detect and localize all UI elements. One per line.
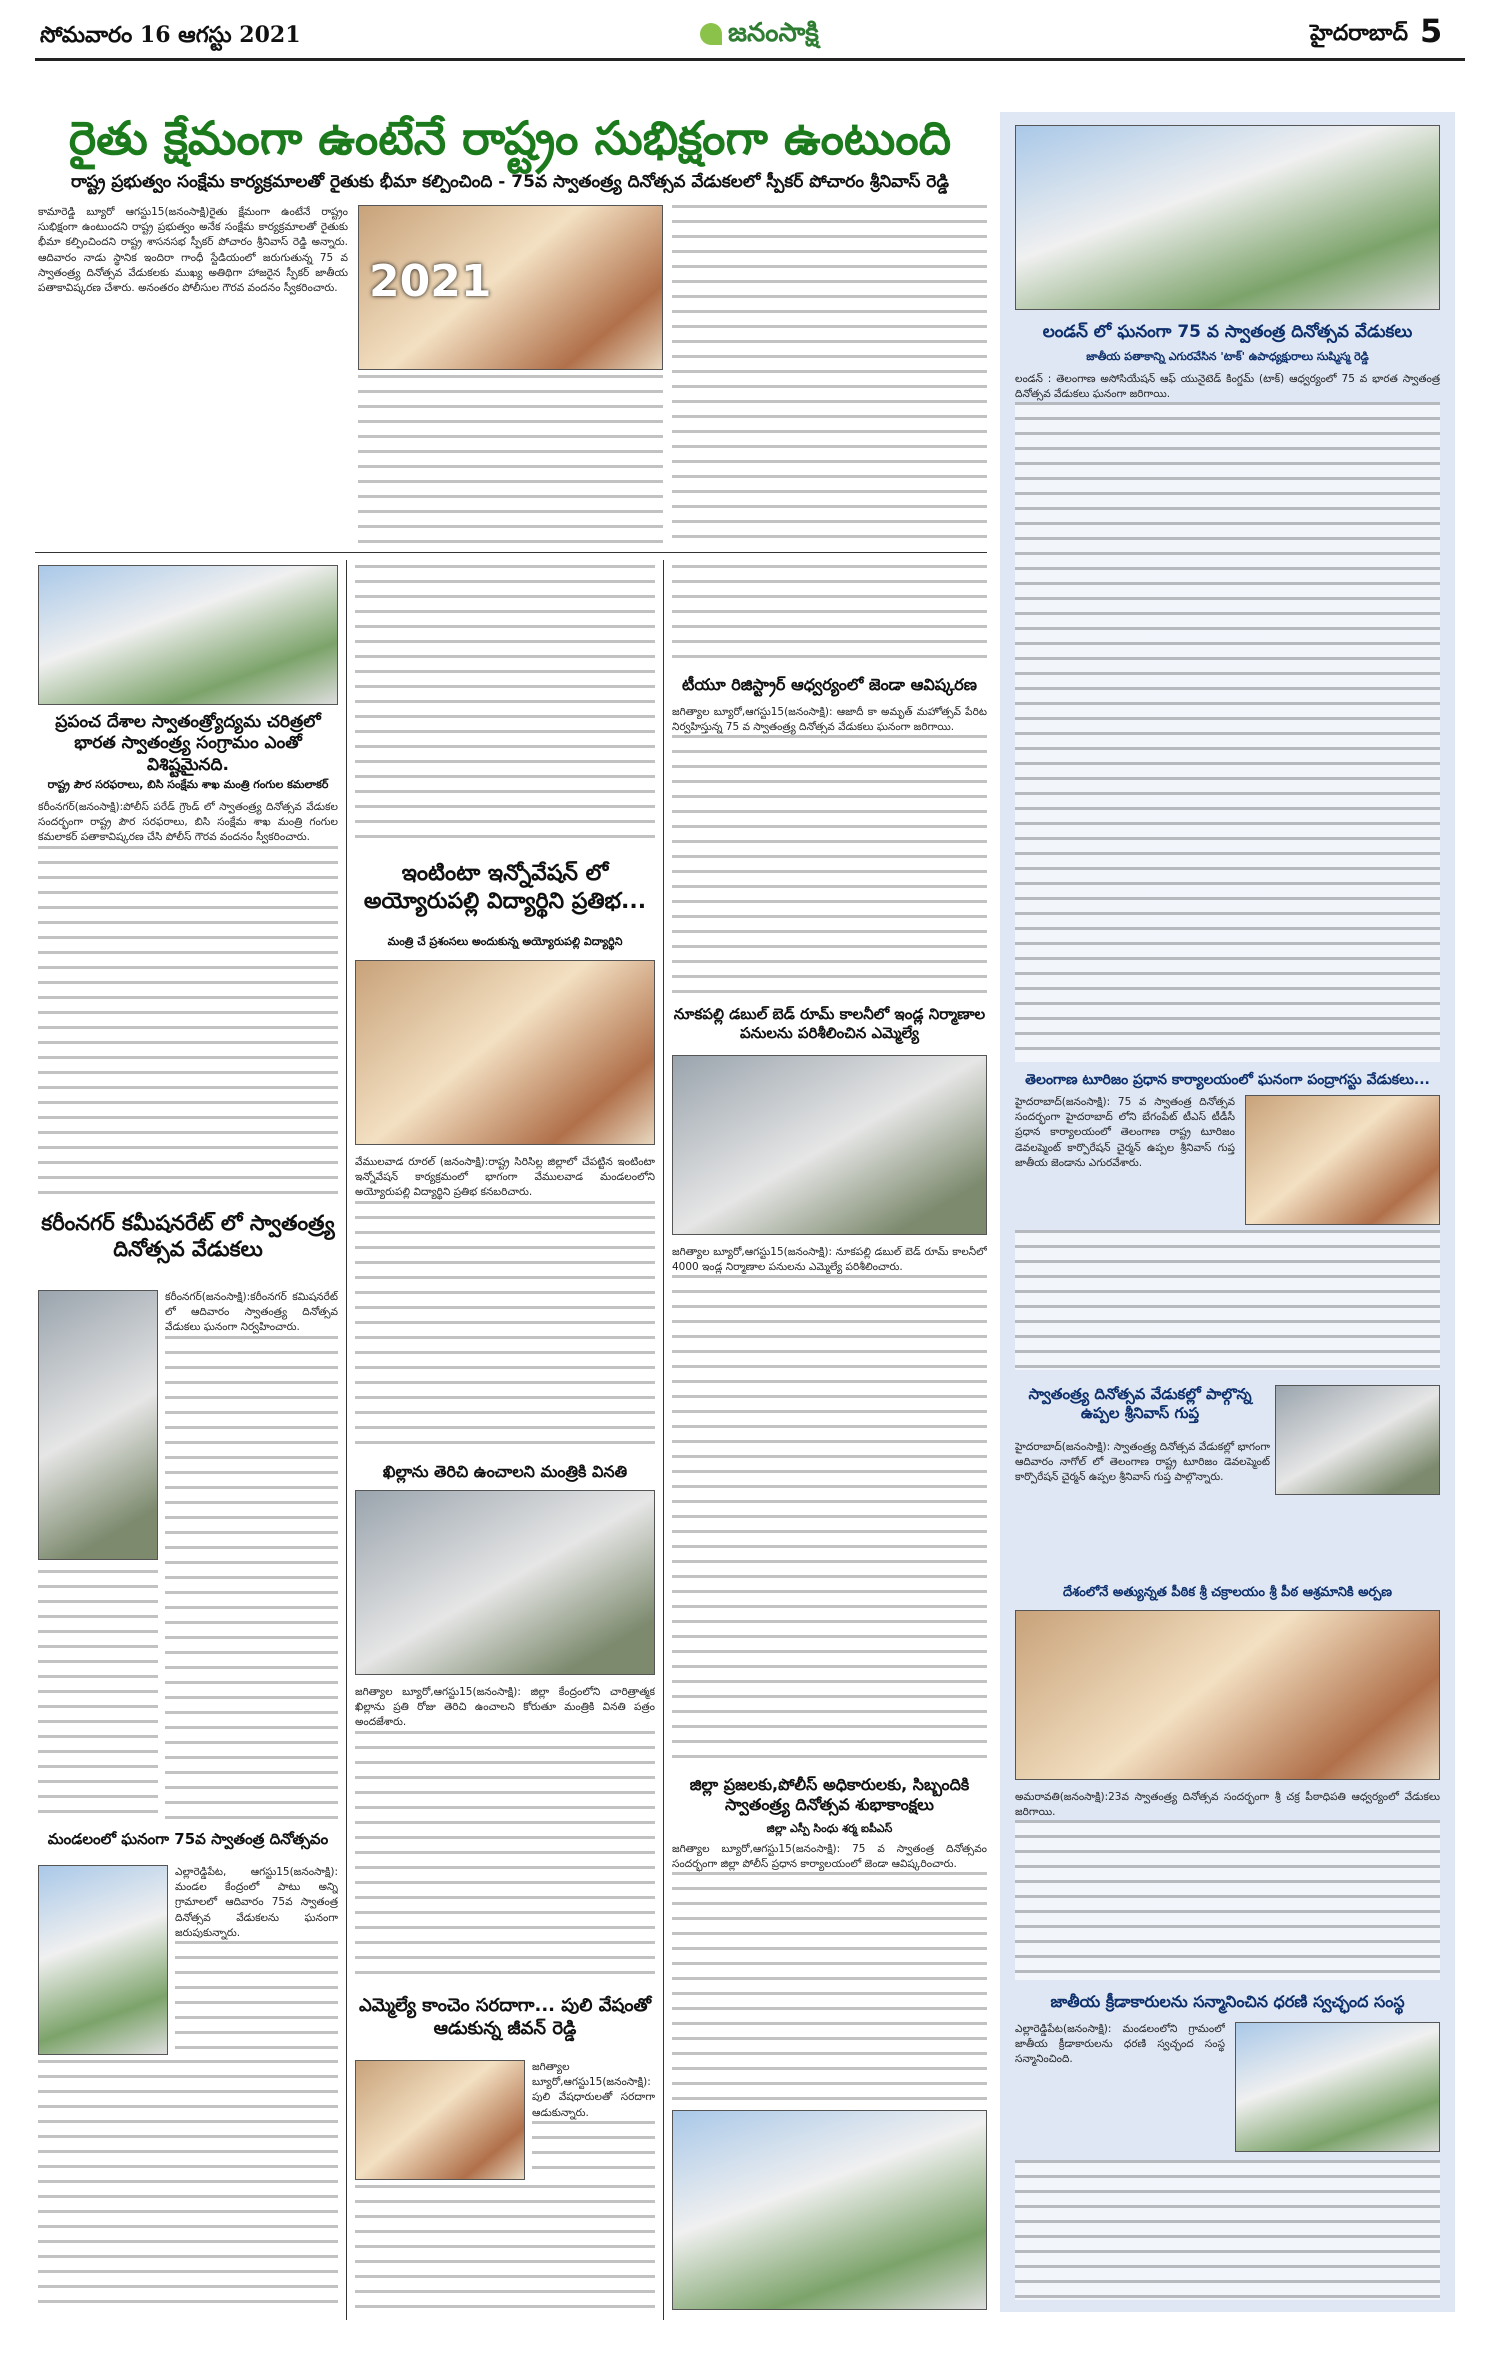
article-5-headline: ఖిల్లాను తెరిచి ఉంచాలని మంత్రికి వినతి (382, 1462, 628, 1481)
article-1-headline: ప్రపంచ దేశాల స్వాతంత్ర్యోద్యమ చరిత్రలో భారత స్వాతంత్ర్య సంగ్రామం ఎంతో విశిష్టమైనది. (55, 712, 321, 775)
article-2-headline: కరీంనగర్ కమీషనరేట్ లో స్వాతంత్ర్య దినోత్సవ వేడుకలు (41, 1211, 335, 1262)
sidebar-article-2-headline: తెలంగాణ టూరిజం ప్రధాన కార్యాలయంలో ఘనంగా పంద్రాగస్టు వేడుకలు... (1025, 1072, 1430, 1088)
article-9-subheadline: జిల్లా ఎస్పీ సింధు శర్మ ఐపీఎస్ (766, 1822, 893, 1835)
sidebar-article-5-body: ఎల్లారెడ్డిపేట(జనంసాక్షి): మండలంలోని గ్రామంలో జాతీయ క్రీడాకారులను ధరణి స్వచ్ఛంద సంస్థ సన్మానించింది. (1015, 2023, 1225, 2066)
article-1-body: కరీంనగర్(జనంసాక్షి):పోలీస్ పరేడ్ గ్రౌండ్ లో స్వాతంత్ర్య దినోత్సవ వేడుకల సందర్భంగా రాష్ట్ర పౌర సరఫరాలు, బిసి సంక్షేమ శాఖ మంత్రి గంగుల కమలాకర్ పతాకావిష్కరణ చేసి పోలీస్ గౌరవ వందనం స్వీకరించారు. (38, 800, 338, 1200)
article-4-subheadline: మంత్రి చే ప్రశంసలు అందుకున్న అయ్యోరుపల్లి విద్యార్థిని (387, 935, 623, 948)
article-1-subheadline: రాష్ట్ర పౌర సరఫరాలు, బిసి సంక్షేమ శాఖ మంత్రి గంగుల కమలాకర్ (47, 778, 329, 791)
article-7-body: జగిత్యాల బ్యూరో,ఆగస్టు15(జనంసాక్షి): ఆజాదీ కా అమృత్ మహోత్సవ్ పేరిట నిర్వహిస్తున్న 75 వ స్వాతంత్ర్య దినోత్సవ వేడుకలు ఘనంగా జరిగాయి. (672, 705, 987, 995)
sidebar-article-1-subheadline: జాతీయ పతాకాన్ని ఎగురవేసిన 'టాక్' ఉపాధ్యక్షురాలు సుష్మిస్మ రెడ్డి (1086, 350, 1369, 363)
article-6-body-cont (355, 2185, 655, 2310)
article-9-body: జగిత్యాల బ్యూరో,ఆగస్టు15(జనంసాక్షి): 75 వ స్వాతంత్ర దినోత్సవం సందర్భంగా జిల్లా పోలీస్ ప్రధాన కార్యాలయంలో జెండా ఆవిష్కరించారు. (672, 1842, 987, 2102)
column-divider (346, 560, 347, 2320)
commissionerate-photo (38, 1290, 158, 1560)
innovation-award-photo (355, 960, 655, 1145)
edition-city: హైదరాబాద్ (1310, 20, 1408, 46)
edition-date: సోమవారం 16 ఆగస్టు 2021 (40, 22, 301, 48)
article-2-body-cont (38, 1570, 158, 1820)
article-4-headline: ఇంటింటా ఇన్నోవేషన్ లో అయ్యోరుపల్లి విద్యార్థిని ప్రతిభ... (363, 861, 647, 914)
article-7-headline: టీయూ రిజిస్ట్రార్ ఆధ్వర్యంలో జెండా ఆవిష్కరణ (682, 675, 977, 694)
article-8-headline: నూకపల్లి డబుల్ బెడ్ రూమ్ కాలనీలో ఇండ్ల నిర్మాణాల పనులను పరిశీలించిన ఎమ్మెల్యే (673, 1005, 986, 1042)
sidebar-article-3-body: హైదరాబాద్(జనంసాక్షి): స్వాతంత్ర్య దినోత్సవ వేడుకల్లో భాగంగా ఆదివారం నాగోల్ లో తెలంగాణ రాష్ట్ర టూరిజం డెవలప్మెంట్ కార్పొరేషన్ చైర్మన్ ఉప్పల శ్రీనివాస్ గుప్త పాల్గొన్నారు. (1015, 1441, 1270, 1484)
sports-felicitation-photo (1235, 2022, 1440, 2152)
sidebar-article-2-body-cont (1015, 1230, 1440, 1370)
double-bedroom-photo (672, 1055, 987, 1235)
sidebar-article-1-body: లండన్ : తెలంగాణ అసోసియేషన్ ఆఫ్ యునైటెడ్ కింగ్డమ్ (టాక్) ఆధ్వర్యంలో 75 వ భారత స్వాతంత్ర దినోత్సవ వేడుకలు ఘనంగా జరిగాయి. (1015, 372, 1440, 1062)
article-3-body-cont (38, 2060, 338, 2310)
main-headline: రైతు క్షేమంగా ఉంటేనే రాష్ట్రం సుభిక్షంగా ఉంటుంది (68, 111, 952, 165)
article-2-body: కరీంనగర్(జనంసాక్షి):కరీంనగర్ కమిషనరేట్ లో ఆదివారం స్వాతంత్ర్య దినోత్సవ వేడుకలు ఘనంగా నిర్వహించారు. (165, 1290, 338, 1820)
sidebar-article-4-body: అమరావతి(జనంసాక్షి):23వ స్వాతంత్ర్య దినోత్సవ సందర్భంగా శ్రీ చక్ర పీఠాధిపతి ఆధ్వర్యంలో వేడుకలు జరిగాయి. (1015, 1790, 1440, 1980)
tourism-office-photo (1245, 1095, 1440, 1225)
sidebar-article-5-headline: జాతీయ క్రీడాకారులను సన్మానించిన ధరణి స్వచ్ఛంద సంస్థ (1050, 1992, 1405, 2011)
column-divider (663, 560, 664, 2320)
main-article-body: కామారెడ్డి బ్యూరో ఆగస్టు15(జనంసాక్షి)రైతు క్షేమంగా ఉంటేనే రాష్ట్రం సుభిక్షంగా ఉంటుందని రాష్ట్ర ప్రభుత్వం అనేక సంక్షేమ కార్యక్రమాలతో రైతుకు భీమా కల్పించిందని రాష్ట్ర శాసనసభ స్పీకర్ పోచారం శ్రీనివాస్ రెడ్డి అన్నారు. ఆదివారం నాడు స్థానిక ఇందిరా గాంధీ స్టేడియంలో జరుగుతున్న 75 వ స్వాతంత్ర్య దినోత్సవ వేడుకలకు ముఖ్య అతిథిగా హాజరైన స్పీకర్ జాతీయ పతాకావిష్కరణ చేశారు. అనంతరం పోలీసుల గౌరవ వందనం స్వీకరించారు. (38, 206, 348, 295)
main-article-continued-2 (672, 205, 987, 545)
uppala-srinivas-photo (1275, 1385, 1440, 1495)
sidebar-article-2-body: హైదరాబాద్(జనంసాక్షి): 75 వ స్వాతంత్ర దినోత్సవ సందర్భంగా హైదరాబాద్ లోని బేగంపేట్ టీఎస్ టీడీసీ ప్రధాన కార్యాలయంలో తెలంగాణ రాష్ట్ర టూరిజం డెవలప్మెంట్ కార్పొరేషన్ చైర్మన్ ఉప్పల శ్రీనివాస్ గుప్త జాతీయ జెండాను ఎగురవేశారు. (1015, 1096, 1235, 1169)
sidebar-article-3-headline: స్వాతంత్ర్య దినోత్సవ వేడుకల్లో పాల్గొన్న ఉప్పల శ్రీనివాస్ గుప్త (1028, 1385, 1252, 1422)
article-5-body: జగిత్యాల బ్యూరో,ఆగస్టు15(జనంసాక్షి): జిల్లా కేంద్రంలోని చారిత్రాత్మక ఖిల్లాను ప్రతి రోజు తెరిచి ఉంచాలని కోరుతూ మంత్రికి వినతి పత్రం అందజేశారు. (355, 1685, 655, 1985)
column-2-body (355, 565, 655, 850)
page-number: 5 (1420, 12, 1443, 50)
newspaper-logo: జనంసాక్షి (700, 18, 819, 54)
article-8-body: జగిత్యాల బ్యూరో,ఆగస్టు15(జనంసాక్షి): నూకపల్లి డబుల్ బెడ్ రూమ్ కాలనీలో 4000 ఇండ్ల నిర్మాణాల పనులను ఎమ్మెల్యే పరిశీలించారు. (672, 1245, 987, 1765)
article-6-body: జగిత్యాల బ్యూరో,ఆగస్టు15(జనంసాక్షి): పులి వేషధారులతో సరదాగా ఆడుకున్నారు. (532, 2060, 655, 2180)
header-divider (35, 58, 1465, 61)
memorandum-photo (355, 1490, 655, 1675)
column-3-body (672, 565, 987, 665)
section-divider (35, 552, 987, 553)
leaf-icon (700, 23, 722, 45)
sidebar-article-1-headline: లండన్ లో ఘనంగా 75 వ స్వాతంత్ర దినోత్సవ వేడుకలు (1042, 322, 1413, 342)
main-subheadline: రాష్ట్ర ప్రభుత్వం సంక్షేమ కార్యక్రమాలతో రైతుకు భీమా కల్పించింది - 75వ స్వాతంత్ర్య దినోత్సవ వేడుకలలో స్పీకర్ పోచారం శ్రీనివాస్ రెడ్డి (71, 172, 949, 192)
ashram-photo (1015, 1610, 1440, 1780)
article-6-headline: ఎమ్మెల్యే కాంచెం సరదాగా... పులి వేషంతో ఆడుకున్న జీవన్ రెడ్డి (358, 1995, 652, 2039)
article-3-headline: మండలంలో ఘనంగా 75వ స్వాతంత్ర దినోత్సవం (47, 1830, 329, 1848)
flag-hoisting-photo (38, 565, 338, 705)
london-celebration-photo (1015, 125, 1440, 310)
police-parade-photo (672, 2110, 987, 2310)
article-9-headline: జిల్లా ప్రజలకు,పోలీస్ అధికారులకు, సిబ్బందికి స్వాతంత్ర్య దినోత్సవ శుభాకాంక్షలు (689, 1775, 970, 1814)
mandal-flag-photo (38, 1865, 168, 2055)
article-3-body: ఎల్లారెడ్డిపేట, ఆగస్టు15(జనంసాక్షి): మండల కేంద్రంలో పాటు అన్ని గ్రామాలలో ఆదివారం 75వ స్వాతంత్ర దినోత్సవ వేడుకలను ఘనంగా జరుపుకున్నారు. (175, 1865, 338, 2055)
tiger-dance-photo (355, 2060, 525, 2180)
banner-year: 2021 (369, 256, 492, 307)
sidebar-article-4-headline: దేశంలోనే అత్యున్నత పీఠిక శ్రీ చక్రాలయం శ్రీ పీఠ ఆశ్రమానికి అర్పణ (1062, 1585, 1393, 1600)
speaker-photo (358, 205, 663, 370)
article-4-body: వేములవాడ రూరల్ (జనంసాక్షి):రాష్ట్ర సిరిసిల్ల జిల్లాలో చేపట్టిన ఇంటింటా ఇన్నోవేషన్ కార్యక్రమంలో భాగంగా వేములవాడ మండలంలోని అయ్యోరుపల్లి విద్యార్థిని ప్రతిభ కనబరిచారు. (355, 1155, 655, 1455)
sidebar-article-5-body-cont (1015, 2160, 1440, 2300)
main-article-continued (358, 375, 663, 545)
